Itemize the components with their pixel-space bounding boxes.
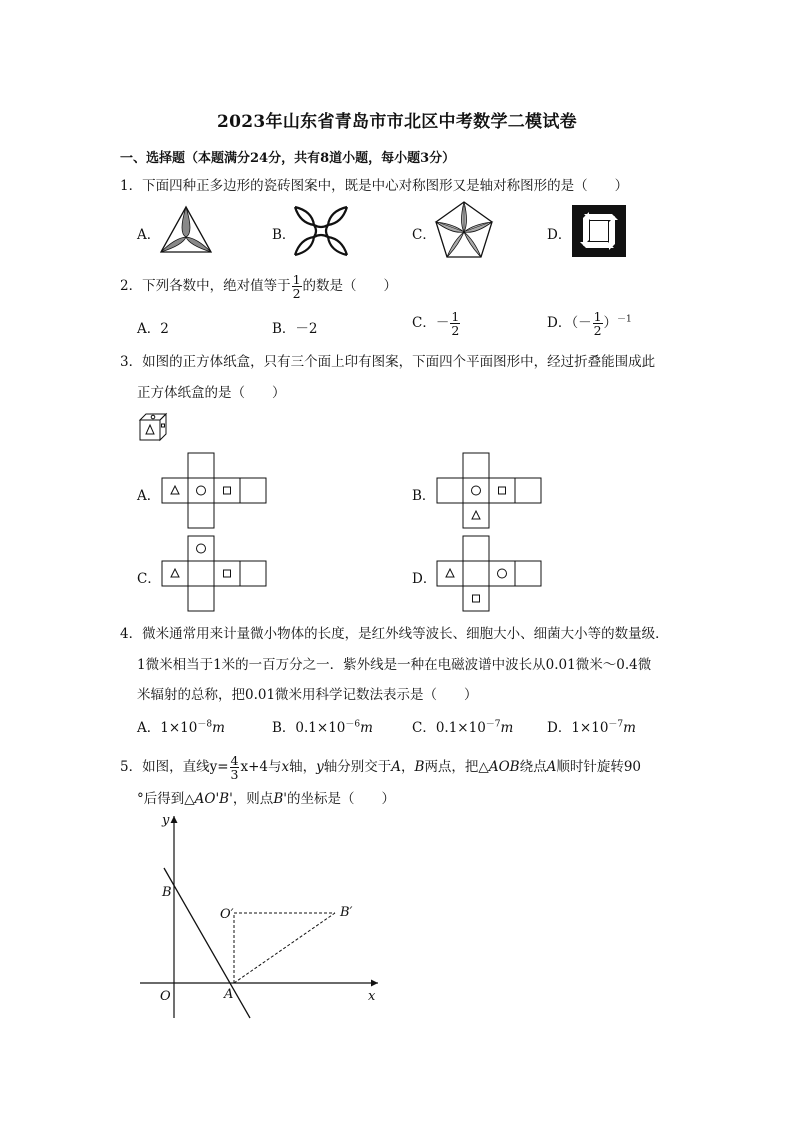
q4-b-exponent: －6 [345,719,361,730]
q5-point-a: A [391,759,402,775]
q5-var-y: y [316,759,324,775]
label-b: B [162,885,172,900]
q5-fraction-numerator: 4 [230,753,239,768]
q5-point-b: B [414,759,425,775]
page-title: 2023年山东省青岛市市北区中考数学二模试卷 [217,112,577,132]
q3-option-c-label: C． [137,571,161,587]
q2-c-numerator: 1 [451,309,460,324]
q5-point-b-prime: B' [273,791,287,807]
q5-text-1: x+4与 [240,759,282,775]
question-4-line-2: 1微米相当于1米的一百万分之一．紫外线是一种在电磁波谱中波长从0.01微米～0.4微 [137,657,652,673]
question-1-stem: 1．下面四种正多边形的瓷砖图案中，既是中心对称图形又是轴对称图形的是（ ） [120,178,629,194]
q4-option-c [412,716,513,736]
q4-c-base: C．0.1×10 [412,720,486,736]
q4-c-exponent: －7 [485,719,501,730]
q2-option-b: B．－2 [272,321,318,337]
q4-d-base: D．1×10 [547,720,609,736]
q2-fraction [292,273,302,300]
question-4-line-1: 4．微米通常用来计量微小物体的长度，是红外线等波长、细胞大小、细菌大小等的数量级． [120,626,669,642]
q2-option-c [412,310,461,337]
question-4-line-3: 米辐射的总称，把0.01微米用科学记数法表示是（ ） [137,687,478,703]
q4-option-a [137,716,225,736]
label-y: y [162,813,170,828]
q5-prefix: 5．如图，直线y= [120,759,229,775]
q2-option-d-exponent: －1 [617,314,632,325]
label-a: A [224,987,234,1002]
label-x: x [368,989,376,1004]
q1-option-b-label: B． [272,227,296,243]
q4-a-exponent: －8 [197,719,213,730]
line-ab [164,868,250,1018]
q2-stem-suffix: 的数是（ ） [302,278,398,294]
question-3-line-1: 3．如图的正方体纸盒，只有三个面上印有图案，下面四个平面图形中，经过折叠能围成此 [120,354,656,370]
q5-line2-mid: ，则点 [232,791,274,807]
q5-fraction [230,754,240,781]
label-o-prime: O′ [220,907,234,922]
q2-option-d [547,310,632,337]
q2-d-denominator: 2 [593,323,602,338]
q5-var-x: x [281,759,290,775]
pinwheel-square-tile-icon [570,203,628,259]
label-b-prime: B′ [340,905,353,920]
cube-box-icon [138,412,170,444]
q4-a-unit: m [212,720,225,736]
q5-comma: ， [401,759,415,775]
q4-option-b [272,716,373,736]
q5-point-a-2: A [546,759,557,775]
q4-d-exponent: －7 [608,719,624,730]
q2-option-a: A．2 [137,321,169,337]
q5-triangle-aob-prime: AO'B' [194,791,233,807]
q2-option-c-label: C．－ [412,315,450,331]
q5-text-end: 顺时针旋转90 [556,759,642,775]
q5-triangle-aob: AOB [488,759,520,775]
q5-coordinate-graph [130,808,390,1028]
q2-option-d-paren: ） [603,315,618,331]
question-5-line-2 [137,789,395,809]
segment-a-b-prime [234,913,335,983]
question-3-line-2: 正方体纸盒的是（ ） [137,385,286,401]
q3-net-b-diagram [435,452,541,530]
q2-option-c-fraction [450,310,460,337]
q5-line2-prefix: °后得到△ [137,791,195,807]
triangle-petal-tile-icon [159,205,213,255]
section-heading: 一、选择题（本题满分24分，共有8道小题，每小题3分） [120,151,456,166]
q5-text-2: 轴， [289,759,317,775]
q2-option-d-label: D．（ [547,315,579,331]
q3-option-b-label: B． [412,488,436,504]
q5-line2-end: 的坐标是（ ） [286,791,395,807]
q5-text-5: 绕点 [519,759,547,775]
q4-c-unit: m [500,720,514,736]
q1-option-c-label: C． [412,227,436,243]
q5-text-3: 轴分别交于 [323,759,392,775]
q5-text-4: 两点，把△ [424,759,489,775]
four-arc-tile-icon [292,203,350,259]
pentagon-star-tile-icon [434,200,494,260]
q4-b-base: B．0.1×10 [272,720,346,736]
q2-fraction-denominator: 2 [292,286,301,301]
q3-option-d-label: D． [412,571,437,587]
q2-d-numerator: 1 [593,309,602,324]
question-2-stem [120,273,397,300]
label-o: O [160,989,171,1004]
q2-stem-prefix: 2．下列各数中，绝对值等于 [120,278,291,294]
question-5-line-1 [120,754,641,781]
q3-net-c-diagram [160,535,266,613]
q1-option-d-label: D． [547,227,572,243]
q2-c-denominator: 2 [451,323,460,338]
q5-fraction-denominator: 3 [230,767,239,782]
q3-net-a-diagram [160,452,266,530]
q1-option-a-label: A． [137,227,161,243]
q4-d-unit: m [623,720,636,736]
q4-option-d [547,716,636,736]
q2-option-d-fraction [593,310,603,337]
q2-fraction-numerator: 1 [292,272,301,287]
q4-a-base: A．1×10 [137,720,198,736]
q3-option-a-label: A． [137,488,161,504]
q2-option-d-sign: － [578,315,592,331]
q4-b-unit: m [360,720,373,736]
q3-net-d-diagram [435,535,541,613]
